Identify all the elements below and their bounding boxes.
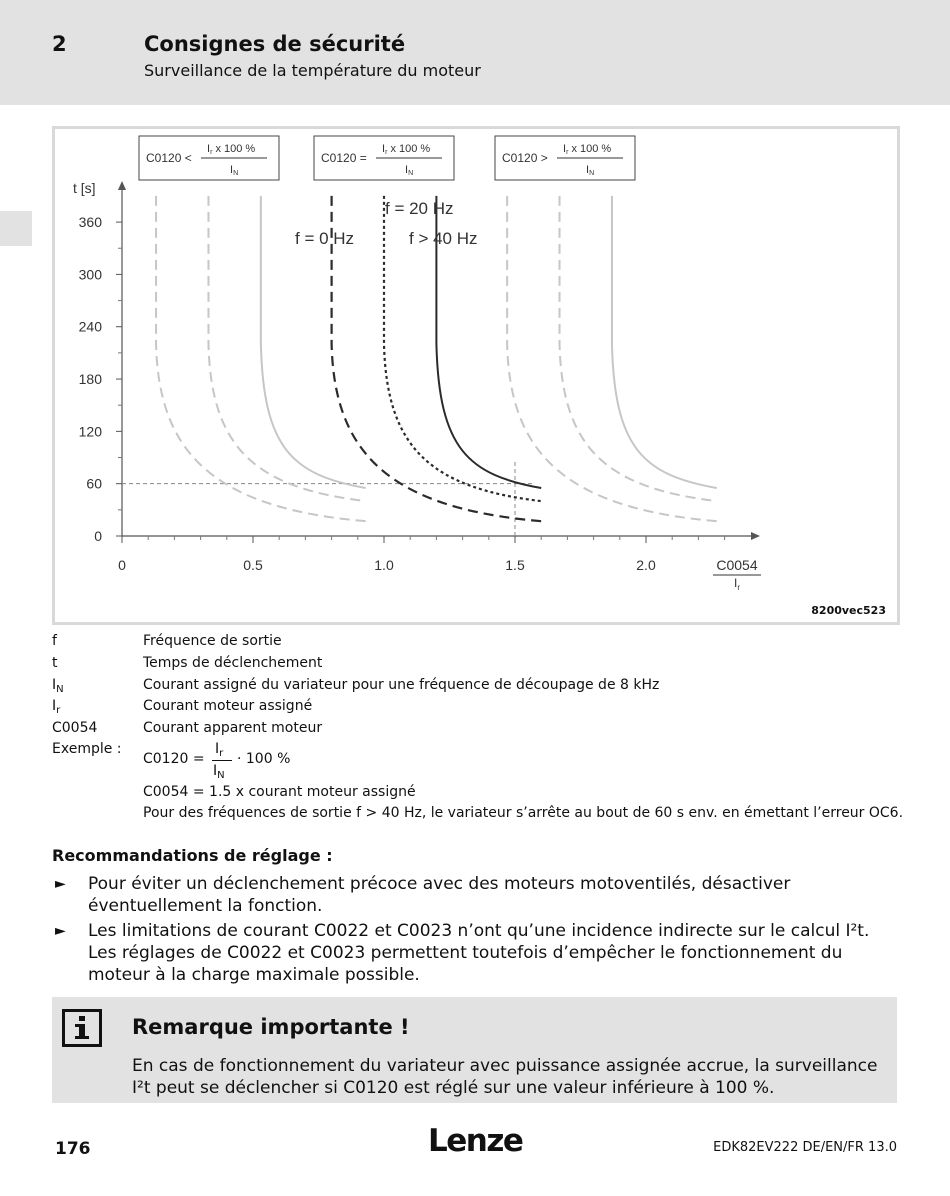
formula-denominator: $I_N$ [213,763,225,781]
fraction-bar [212,760,232,761]
legend-symbol: t [52,655,58,671]
formula-right: · 100 % [237,751,291,767]
y-axis-arrow [118,181,126,190]
chart-figure [52,126,900,625]
y-tick-label: 300 [78,266,102,283]
legend-text: Fréquence de sortie [143,633,282,649]
condition-denominator: IN [230,164,239,177]
legend-text: Courant assigné du variateur pour une fréquence de découpage de 8 kHz [143,677,660,693]
curve-f40-group-2 [612,196,717,488]
formula-left: C0120 = [143,751,205,767]
series-label: f > 40 Hz [409,229,478,248]
y-tick-label: 360 [78,214,102,231]
x-axis-label: C0054 [716,557,758,573]
info-icon [62,1009,102,1047]
side-tab [0,211,32,246]
important-note [52,997,897,1103]
recommendation-text: Les limitations de courant C0022 et C0023 n’ont qu’une incidence indirecte sur le calcul I²t. Les réglages de C0022 et C0023 permettent toutefois d’empêcher le fonctionnement du moteur à la charge maximale possible. [88,921,870,985]
formula-numerator: $I_r$ [215,741,224,759]
chapter-subtitle: Surveillance de la température du moteur [144,61,481,80]
example-formula [143,741,443,785]
document-code: EDK82EV222 DE/EN/FR 13.0 [713,1140,897,1155]
page-header [0,0,950,105]
y-tick-label: 60 [86,475,102,492]
legend-text: Courant apparent moteur [143,720,323,736]
legend-symbol: f [52,633,57,649]
curve-f20-group-2 [560,196,717,501]
condition-prefix: C0120 < [146,151,192,165]
page-number: 176 [55,1139,91,1159]
x-tick-label: 2.0 [636,557,656,573]
chapter-title: Consignes de sécurité [144,32,406,56]
condition-denominator: IN [586,164,595,177]
condition-numerator: Ir x 100 % [382,143,431,156]
example-line-2: Pour des fréquences de sortie f > 40 Hz, le variateur s’arrête au bout de 60 s env. en émettant l’erreur OC6. [143,805,904,821]
y-tick-label: 120 [78,423,102,440]
y-tick-label: 0 [94,528,102,544]
series-label: f = 20 Hz [385,199,454,218]
x-tick-label: 0.5 [243,557,263,573]
condition-prefix: C0120 > [502,151,548,165]
legend-text: Courant moteur assigné [143,698,313,714]
recommendation-text: Pour éviter un déclenchement précoce avec des moteurs motoventilés, désactiver éventuellement la fonction. [88,874,791,916]
x-axis-arrow [751,532,760,540]
bullet-arrow-icon: ► [55,876,66,892]
y-tick-label: 180 [78,371,102,388]
bullet-arrow-icon: ► [55,923,66,939]
condition-denominator: IN [405,164,414,177]
figure-code: 8200vec523 [811,604,886,617]
legend-symbol: $I_r$ [52,698,61,716]
legend-symbol: $I_N$ [52,677,64,695]
legend-symbol: Exemple : [52,741,122,757]
trip-time-chart [52,126,900,625]
x-axis-label-denominator: $I_r$ [734,576,741,592]
condition-numerator: Ir x 100 % [207,143,256,156]
x-tick-label: 1.0 [374,557,394,573]
example-line-1: C0054 = 1.5 x courant moteur assigné [143,784,416,800]
legend-symbol: C0054 [52,720,98,736]
series-label: f = 0 Hz [295,229,355,248]
legend-text: Temps de déclenchement [143,655,323,671]
note-text: En cas de fonctionnement du variateur avec puissance assignée accrue, la surveillance I²t peut se déclencher si C0120 est réglé sur une valeur inférieure à 100 %. [132,1056,878,1098]
chapter-number: 2 [52,32,67,56]
x-tick-label: 1.5 [505,557,525,573]
x-tick-label: 0 [118,557,126,573]
y-tick-label: 240 [78,318,102,335]
y-axis-label: t [s] [73,180,96,196]
recommendations-title: Recommandations de réglage : [52,846,333,865]
brand-logo: Lenze [428,1123,523,1159]
condition-numerator: Ir x 100 % [563,143,612,156]
condition-prefix: C0120 = [321,151,367,165]
note-title: Remarque importante ! [132,1015,410,1039]
